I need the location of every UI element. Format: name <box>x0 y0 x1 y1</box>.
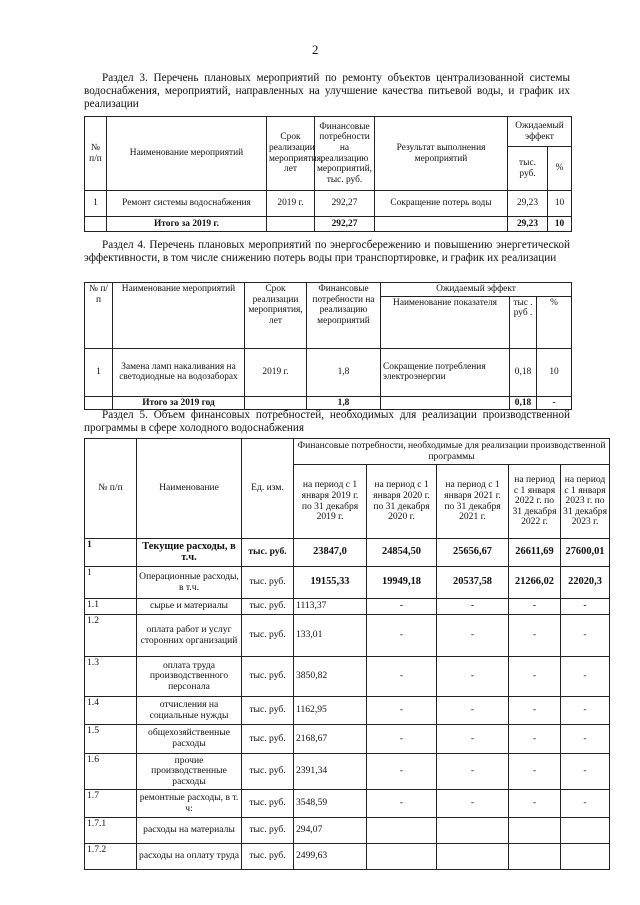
s5-row-name: расходы на материалы <box>137 818 242 844</box>
s5-header-period-2020: на период с 1 января 2020 г. по 31 декабря 2020 г. <box>367 465 437 539</box>
s5-row-num: 1 <box>85 539 137 567</box>
s5-row-value: - <box>437 725 509 754</box>
s5-row-value: 2391,34 <box>294 754 367 790</box>
s5-row-value: 19155,33 <box>294 567 367 599</box>
table-row <box>85 790 610 818</box>
s5-row-num: 1.3 <box>85 657 137 697</box>
s5-row-num: 1.7 <box>85 790 137 818</box>
s3-header-pct: % <box>548 147 572 191</box>
s4-total-finance: 1,8 <box>307 396 381 410</box>
s5-row-value: - <box>509 657 561 697</box>
s5-row-num: 1.7.2 <box>85 844 137 870</box>
s4-row-term: 2019 г. <box>245 348 307 396</box>
s5-row-value: - <box>437 615 509 657</box>
s3-total-finance: 292,27 <box>315 217 375 232</box>
s5-row-value: 19949,18 <box>367 567 437 599</box>
s5-row-value: 133,01 <box>294 615 367 657</box>
s5-row-value: 3850,82 <box>294 657 367 697</box>
s5-row-value: 1162,95 <box>294 697 367 725</box>
s3-row-term: 2019 г. <box>267 191 315 217</box>
s3-header-unit: тыс. руб. <box>508 147 548 191</box>
s5-row-num: 1.1 <box>85 599 137 615</box>
s4-row-indicator: Сокращение потребления электроэнергии <box>381 348 510 396</box>
s5-row-unit: тыс. руб. <box>242 657 294 697</box>
section5-heading-text: Раздел 5. Объем финансовых потребностей, необходимых для реализации производственной программы в сфере холодного водоснабжения <box>84 409 570 435</box>
s5-row-unit: тыс. руб. <box>242 790 294 818</box>
s5-row-name: Операционные расходы, в т.ч. <box>137 567 242 599</box>
s4-row-finance: 1,8 <box>307 348 381 396</box>
s5-row-unit: тыс. руб. <box>242 539 294 567</box>
s4-header-unit: тыс . руб . <box>510 296 537 348</box>
s5-row-value: 3548,59 <box>294 790 367 818</box>
s5-row-value <box>509 818 561 844</box>
table-row <box>85 348 572 396</box>
s5-row-name: расходы на оплату труда <box>137 844 242 870</box>
s5-row-value: - <box>561 725 610 754</box>
s3-total-label: Итого за 2019 г. <box>107 217 267 232</box>
s5-row-value: - <box>509 725 561 754</box>
s5-row-value: 2499,63 <box>294 844 367 870</box>
s3-header-effect: Ожидаемый эффект <box>508 117 572 147</box>
s5-row-value <box>437 818 509 844</box>
s3-row-pct: 10 <box>548 191 572 217</box>
s5-row-value: 2168,67 <box>294 725 367 754</box>
s3-row-num: 1 <box>85 191 107 217</box>
s5-row-value: 23847,0 <box>294 539 367 567</box>
s5-header-name: Наименование <box>137 439 242 539</box>
s5-row-name: оплата труда производственного персонала <box>137 657 242 697</box>
s5-row-value: - <box>367 599 437 615</box>
s5-row-value: - <box>509 615 561 657</box>
s5-row-value <box>561 844 610 870</box>
s5-row-num: 1.5 <box>85 725 137 754</box>
s5-row-num: 1.7.1 <box>85 818 137 844</box>
s5-row-value: 21266,02 <box>509 567 561 599</box>
s5-header-period-2022: на период с 1 января 2022 г. по 31 декабря 2022 г. <box>509 465 561 539</box>
s5-row-name: оплата работ и услуг сторонних организаций <box>137 615 242 657</box>
s5-row-name: ремонтные расходы, в т. ч: <box>137 790 242 818</box>
table-row <box>85 539 610 567</box>
s5-row-value: - <box>561 657 610 697</box>
table-row <box>85 615 610 657</box>
s5-row-value <box>437 844 509 870</box>
s5-row-value: - <box>561 697 610 725</box>
s3-header-result: Результат выполнения мероприятий <box>375 117 508 191</box>
s5-row-value: 27600,01 <box>561 539 610 567</box>
s5-row-name: отчисления на социальные нужды <box>137 697 242 725</box>
s3-row-effect: 29,23 <box>508 191 548 217</box>
s5-row-value: 20537,58 <box>437 567 509 599</box>
section4-heading <box>84 239 570 265</box>
s5-row-value <box>367 818 437 844</box>
s4-total-pct: - <box>537 396 572 410</box>
table-row <box>85 754 610 790</box>
s5-header-period-2019: на период с 1 января 2019 г. по 31 декабря 2019 г. <box>294 465 367 539</box>
s5-row-unit: тыс. руб. <box>242 725 294 754</box>
s5-row-value: - <box>437 697 509 725</box>
section3-heading-text: Раздел 3. Перечень плановых мероприятий по ремонту объектов централизованной системы водоснабжения, мероприятий, направленных на улучшение качества питьевой воды, и график их реализации <box>84 72 570 111</box>
s5-row-name: Текущие расходы, в т.ч. <box>137 539 242 567</box>
s3-header-name: Наименование мероприятий <box>107 117 267 191</box>
s5-header-period-2023: на период с 1 января 2023 г. по 31 декабря 2023 г. <box>561 465 610 539</box>
s5-row-unit: тыс. руб. <box>242 697 294 725</box>
s5-row-value: - <box>367 725 437 754</box>
s4-row-name: Замена ламп накаливания на светодиодные на водозаборах <box>113 348 245 396</box>
s5-row-name: сырье и материалы <box>137 599 242 615</box>
s4-header-finance: Финансовые потребности на реализацию мероприятий <box>307 283 381 349</box>
table-row <box>85 191 572 217</box>
s4-header-num: № п/п <box>85 283 113 349</box>
s5-row-value <box>561 818 610 844</box>
table-row <box>85 657 610 697</box>
s5-row-num: 1 <box>85 567 137 599</box>
table-row <box>85 818 610 844</box>
s5-row-name: прочие производственные расходы <box>137 754 242 790</box>
s4-header-term: Срок реализации мероприятия, лет <box>245 283 307 349</box>
s5-row-value: - <box>561 599 610 615</box>
s5-header-num: № п/п <box>85 439 137 539</box>
s5-row-value: - <box>367 657 437 697</box>
s4-total-label: Итого за 2019 год <box>113 396 245 410</box>
s3-row-finance: 292,27 <box>315 191 375 217</box>
s5-row-value: - <box>561 790 610 818</box>
section3-heading <box>84 72 570 112</box>
page-number: 2 <box>312 42 319 57</box>
s4-header-pct: % <box>537 296 572 348</box>
section4-heading-text: Раздел 4. Перечень плановых мероприятий по энергосбережению и повышению энергетической эффективности, в том числе снижению потерь воды при транспортировке, и график их реализации <box>84 239 570 265</box>
table-row <box>85 217 572 232</box>
s5-header-finance: Финансовые потребности, необходимые для реализации производственной программы <box>294 439 610 465</box>
s5-header-unit: Ед. изм. <box>242 439 294 539</box>
s5-row-value: - <box>437 599 509 615</box>
s5-row-unit: тыс. руб. <box>242 844 294 870</box>
s5-row-value: - <box>437 754 509 790</box>
s4-total-effect: 0,18 <box>510 396 537 410</box>
section4-table <box>84 282 572 410</box>
s5-row-num: 1.6 <box>85 754 137 790</box>
table-row <box>85 567 610 599</box>
s3-row-name: Ремонт системы водоснабжения <box>107 191 267 217</box>
s3-row-result: Сокращение потерь воды <box>375 191 508 217</box>
s5-row-value: 24854,50 <box>367 539 437 567</box>
s5-row-unit: тыс. руб. <box>242 818 294 844</box>
section5-heading <box>84 409 570 435</box>
s5-row-value: - <box>509 697 561 725</box>
s4-header-indicator: Наименование показателя <box>381 296 510 348</box>
s5-row-value: - <box>367 697 437 725</box>
s5-row-value: - <box>437 657 509 697</box>
s5-row-num: 1.4 <box>85 697 137 725</box>
s5-row-value: 294,07 <box>294 818 367 844</box>
s5-row-value: - <box>509 599 561 615</box>
s5-row-unit: тыс. руб. <box>242 599 294 615</box>
s5-row-value: - <box>367 615 437 657</box>
s5-row-unit: тыс. руб. <box>242 615 294 657</box>
s4-header-effect: Ожидаемый эффект <box>381 283 572 297</box>
section3-table <box>84 116 572 232</box>
s4-row-num: 1 <box>85 348 113 396</box>
s5-row-value: - <box>509 790 561 818</box>
s5-row-value: 22020,3 <box>561 567 610 599</box>
s5-row-value: - <box>561 754 610 790</box>
s3-total-pct: 10 <box>548 217 572 232</box>
s5-row-value: - <box>367 790 437 818</box>
s5-row-value <box>509 844 561 870</box>
s5-row-num: 1.2 <box>85 615 137 657</box>
s3-header-term: Срок реализации мероприятия, лет <box>267 117 315 191</box>
s5-row-value: 26611,69 <box>509 539 561 567</box>
s5-row-value: 25656,67 <box>437 539 509 567</box>
s5-row-value: 1113,37 <box>294 599 367 615</box>
s3-header-num: № п/п <box>85 117 107 191</box>
table-row <box>85 725 610 754</box>
table-row <box>85 599 610 615</box>
s5-row-unit: тыс. руб. <box>242 567 294 599</box>
s3-total-effect: 29,23 <box>508 217 548 232</box>
s5-row-name: общехозяйственные расходы <box>137 725 242 754</box>
s5-row-value: - <box>367 754 437 790</box>
s5-row-value <box>367 844 437 870</box>
s5-row-value: - <box>561 615 610 657</box>
s4-row-pct: 10 <box>537 348 572 396</box>
s4-header-name: Наименование мероприятий <box>113 283 245 349</box>
table-row <box>85 396 572 410</box>
table-row <box>85 697 610 725</box>
s3-header-finance: Финансовые потребности на реализацию мероприятий, тыс. руб. <box>315 117 375 191</box>
s5-header-period-2021: на период с 1 января 2021 г. по 31 декабря 2021 г. <box>437 465 509 539</box>
s5-row-value: - <box>437 790 509 818</box>
s4-row-effect: 0,18 <box>510 348 537 396</box>
table-row <box>85 844 610 870</box>
s5-row-unit: тыс. руб. <box>242 754 294 790</box>
section5-table <box>84 438 610 870</box>
s5-row-value: - <box>509 754 561 790</box>
